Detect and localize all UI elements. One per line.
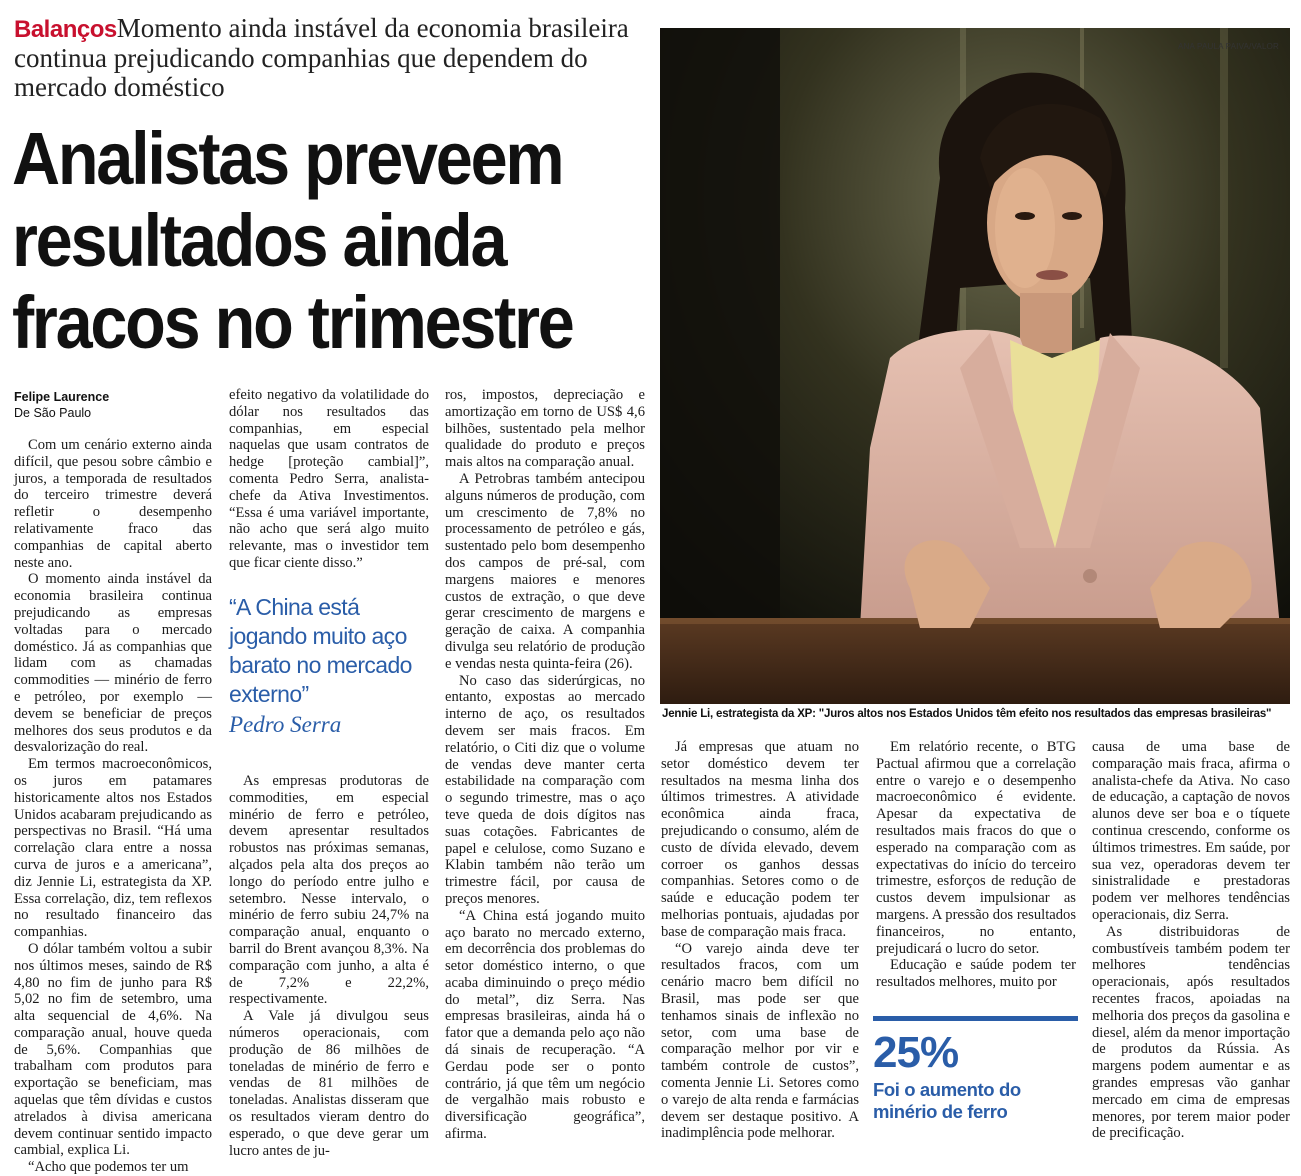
paragraph: O momento ainda instável da economia brasileira continua prejudicando as empresas voltadas para o mercado doméstico. Já as companhias que lidam com as chamadas commodities — minério de ferro e petróleo, por exemplo — devem se beneficiar de preços melhores dos seus produtos e da desvalorização do real.	[14, 571, 212, 756]
paragraph: ros, impostos, depreciação e amortização em torno de US$ 4,6 bilhões, sustentado pela melhor qualidade do produto e preços mais altos na comparação anual.	[445, 387, 645, 471]
body-column-1	[14, 437, 212, 1176]
photo-credit: ANA PAULA PAIVA/VALOR	[1178, 42, 1279, 51]
stat-number: 25%	[873, 1028, 959, 1077]
byline	[14, 389, 109, 421]
paragraph: causa de uma base de comparação mais fraca, afirma o analista-chefe da Ativa. No caso de educação, a captação de novos alunos deve ser boa e o tíquete continua crescendo, conforme os últimos trimestres. Em saúde, por sua vez, operadoras devem ter sinistralidade e prestadoras podem ver melhores tendências operacionais, diz Serra.	[1092, 739, 1290, 923]
headline: Analistas preveem resultados ainda fracos no trimestre	[12, 117, 573, 364]
paragraph: Com um cenário externo ainda difícil, que pesou sobre câmbio e juros, a temporada de resultados do terceiro trimestre deverá refletir o desempenho relativamente fraco das companhias de capital aberto neste ano.	[14, 437, 212, 571]
paragraph: Em relatório recente, o BTG Pactual afirmou que a correlação entre o varejo e o desempenho macroeconômico é evidente. Apesar da expectativa de resultados mais fracos do que o esperado na comparação com as expectativas do início do terceiro trimestre, esforços de redução de custos devem impulsionar as margens. A pressão dos resultados financeiros, no entanto, prejudicará o lucro do setor.	[876, 739, 1076, 957]
body-column-2-top	[229, 387, 429, 572]
stat-highlight	[873, 1016, 1078, 1123]
paragraph: efeito negativo da volatilidade do dólar nos resultados das companhias, em especial naquelas que usam contratos de hedge [proteção cambial]”, comenta Pedro Serra, analista-chefe da Ativa Investimentos. “Essa é uma variável importante, não acho que será algo muito relevante, mas o investidor tem que ficar ciente disso.”	[229, 387, 429, 571]
photo-caption: Jennie Li, estrategista da XP: "Juros altos nos Estados Unidos têm efeito nos resultados das empresas brasileiras"	[662, 708, 1272, 720]
paragraph: No caso das siderúrgicas, no entanto, expostas ao mercado interno de aço, os resultados devem ser mais fracos. Em relatório, o Citi diz que o volume de vendas deve manter certa estabilidade na comparação com o segundo trimestre, mas o aço teve queda de dois dígitos nas suas cotações. Fabricantes de papel e celulose, como Suzano e Klabin também não terão um trimestre fácil, por causa de preços menores.	[445, 672, 645, 907]
byline-location: De São Paulo	[14, 406, 92, 420]
paragraph: “Acho que podemos ter um	[28, 1159, 189, 1176]
article-photo	[660, 28, 1290, 704]
pull-quote	[229, 593, 439, 739]
pull-quote-author: Pedro Serra	[229, 712, 342, 737]
body-column-2-bottom	[229, 773, 429, 1159]
paragraph: A Petrobras também antecipou alguns números de produção, com um crescimento de 7,8% no processamento de petróleo e gás, sustentado pelo bom desempenho dos campos de pré-sal, com margens maiores e menores custos de extração, o que deve gerar crescimento de margens e geração de caixa. A companhia divulga seu relatório de produção e vendas nesta quinta-feira (26).	[445, 470, 645, 672]
pull-quote-text: “A China está jogando muito aço barato no mercado externo”	[229, 594, 412, 707]
kicker	[14, 14, 644, 102]
paragraph: Educação e saúde podem ter resultados melhores, muito por	[876, 957, 1076, 991]
paragraph: As empresas produtoras de commodities, em especial minério de ferro e petróleo, devem apresentar resultados robustos nas próximas semanas, alçados pela alta dos preços ao longo do período entre julho e setembro. Nesse intervalo, o minério de ferro subiu 24,7% na comparação anual, enquanto o barril do Brent avançou 8,3%. Na comparação com junho, a alta é de 7,2% e 22,2%, respectivamente.	[229, 773, 429, 1008]
paragraph: “A China está jogando muito aço barato no mercado externo, em decorrência dos problemas do setor doméstico interno, o que acaba diminuindo o preço médio do metal”, diz Serra. Nas empresas brasileiras, ainda há o fator que a demanda pelo aço não dá sinais de recuperação. “A Gerdau pode ser o ponto contrário, já que têm um negócio de vergalhão mais robusto e diversificação geográfica”, afirma.	[445, 907, 645, 1143]
paragraph: A Vale já divulgou seus números operacionais, com produção de 86 milhões de toneladas de minério de ferro e vendas de 81 milhões de toneladas. Analistas disseram que os resultados vieram dentro do esperado, o que deve gerar um lucro antes de ju-	[229, 1008, 429, 1159]
paragraph: O dólar também voltou a subir nos últimos meses, saindo de R$ 4,80 no fim de junho para R$ 5,02 no fim de setembro, uma alta sequencial de 4,6%. Na comparação anual, houve queda de 5,6%. Companhias que trabalham com produtos para exportação se beneficiam, mas aquelas que têm dívidas e custos atrelados à divisa americana devem continuar sentido impacto cambial, explica Li.	[14, 940, 212, 1159]
portrait-photo	[660, 28, 1290, 704]
stat-label: Foi o aumento do minério de ferro	[873, 1079, 1021, 1122]
body-column-4	[661, 739, 859, 1142]
paragraph: “O varejo ainda deve ter resultados fracos, com um cenário macro bem difícil no Brasil, mas pode ser que tenhamos sinais de inflexão no setor, com uma base de comparação melhor por vir e também controle de custos”, comenta Jennie Li. Setores como o varejo de alta renda e farmácias devem ser destaque positivo. A inadimplência pode melhorar.	[661, 940, 859, 1142]
paragraph: Em termos macroeconômicos, os juros em patamares historicamente altos nos Estados Unidos acabaram prejudicando as perspectivas no Brasil. “Há uma correlação clara entre a nossa curva de juros e a americana”, diz Jennie Li, estrategista da XP. Essa correlação, diz, tem reflexos no resultado financeiro das companhias.	[14, 756, 212, 941]
paragraph: Já empresas que atuam no setor doméstico devem ter resultados na mesma linha dos últimos trimestres. A atividade econômica ainda fraca, prejudicando o consumo, além de custo de dívida elevado, devem corroer os ganhos dessas companhias. Setores como o de saúde e educação podem ter melhorias pontuais, ajudadas por base de comparação mais fraca.	[661, 739, 859, 940]
byline-author: Felipe Laurence	[14, 390, 110, 404]
kicker-text: Momento ainda instável da economia brasileira continua prejudicando companhias que dependem do mercado doméstico	[14, 13, 629, 102]
body-column-6	[1092, 739, 1290, 1142]
body-column-3	[445, 387, 645, 1143]
body-column-5	[876, 739, 1076, 991]
paragraph: As distribuidoras de combustíveis também podem ter melhores tendências operacionais, após resultados recentes fracos, apoiadas na melhoria dos preços da gasolina e diesel, além da menor importação de produtos da Rússia. As margens podem aumentar e as grandes empresas vão ganhar mercado em cima de empresas menores, por terem maior poder de precificação.	[1092, 923, 1290, 1142]
section-tag: Balanços	[14, 16, 117, 43]
